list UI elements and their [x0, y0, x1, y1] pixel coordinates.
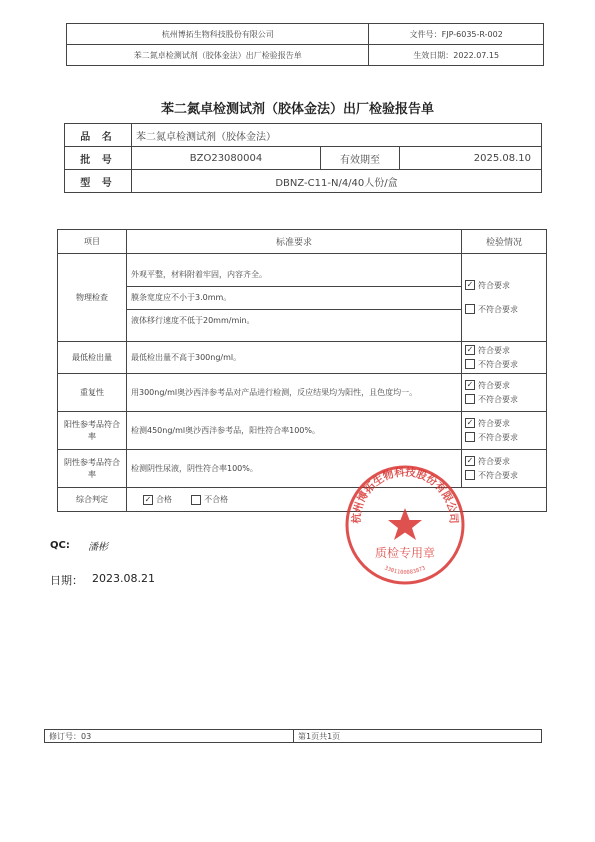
header-form-name: 苯二氮卓检测试剂（胶体金法）出厂检验报告单 [67, 45, 369, 66]
date-value: 2023.08.21 [92, 572, 155, 585]
standard-line: 外观平整，材料附着牢固，内容齐全。 [127, 264, 461, 287]
pass-option-label: 符合要求 [478, 280, 510, 290]
date-label: 日期： [50, 574, 83, 587]
judgement-label: 综合判定 [58, 488, 127, 512]
footer-revision: 修订号：03 [45, 730, 294, 743]
document-header [66, 23, 544, 66]
judgement-pass-checkbox[interactable]: ✓ [144, 494, 152, 504]
standard-line: 膜条宽度应不小于3.0mm。 [127, 287, 461, 310]
qc-label: QC: [50, 540, 70, 551]
standard-line: 检测阴性尿液，阴性符合率100%。 [127, 450, 462, 488]
table-row [58, 450, 547, 488]
inspection-table [57, 229, 547, 512]
fail-option-label: 不符合要求 [478, 432, 518, 442]
fail-checkbox[interactable] [465, 359, 475, 369]
expiry-value: 2025.08.10 [400, 147, 542, 170]
table-row [58, 342, 547, 374]
pass-checkbox[interactable]: ✓ [466, 380, 474, 389]
fail-option-label: 不符合要求 [478, 359, 518, 369]
model-label: 型 号 [65, 170, 132, 193]
qc-signature: 潘彬 [88, 542, 108, 553]
footer-page: 第1页共1页 [294, 730, 542, 743]
product-name-value: 苯二氮卓检测试剂（胶体金法） [132, 124, 542, 147]
col-header-standard: 标准要求 [127, 230, 462, 254]
fail-checkbox[interactable] [465, 432, 475, 442]
judgement-row [58, 488, 547, 512]
pass-option-label: 符合要求 [478, 345, 510, 355]
inspection-seal-icon [342, 462, 468, 588]
seal-code-text: 3301100083873 [383, 565, 427, 576]
svg-text:3301100083873 [383, 565, 426, 576]
batch-label: 批 号 [65, 147, 132, 170]
table-row [58, 374, 547, 412]
standard-line: 液体移行速度不低于20mm/min。 [131, 315, 255, 325]
row-item: 最低检出量 [58, 342, 127, 374]
product-name-label: 品 名 [65, 124, 132, 147]
col-header-result: 检验情况 [462, 230, 547, 254]
standard-line: 检测450ng/ml奥沙西泮参考品，阳性符合率100%。 [127, 412, 462, 450]
header-company: 杭州博拓生物科技股份有限公司 [67, 24, 369, 45]
seal-company-text: 杭州博拓生物科技股份有限公司 [350, 466, 460, 524]
pass-option-label: 符合要求 [478, 456, 510, 466]
pass-checkbox[interactable]: ✓ [466, 345, 474, 354]
pass-checkbox[interactable]: ✓ [466, 456, 474, 465]
judgement-fail-label: 不合格 [204, 495, 229, 504]
row-item: 阴性参考品符合率 [58, 450, 127, 488]
fail-checkbox[interactable] [465, 394, 475, 404]
header-effective-date: 生效日期：2022.07.15 [369, 45, 544, 66]
pass-option-label: 符合要求 [478, 418, 510, 428]
batch-value: BZO23080004 [132, 147, 321, 170]
document-title: 苯二氮卓检测试剂（胶体金法）出厂检验报告单 [160, 102, 434, 117]
standard-line: 最低检出量不高于300ng/ml。 [127, 342, 462, 374]
judgement-fail-checkbox[interactable] [191, 495, 201, 505]
fail-option-label: 不符合要求 [478, 304, 518, 314]
seal-purpose-text: 质检专用章 [374, 546, 436, 560]
table-row [58, 254, 547, 342]
fail-option-label: 不符合要求 [478, 470, 518, 480]
header-doc-no: 文件号：FJP-6035-R-002 [369, 24, 544, 45]
fail-checkbox[interactable] [465, 304, 475, 314]
col-header-item: 项目 [58, 230, 127, 254]
product-info-table [64, 123, 542, 193]
expiry-label: 有效期至 [321, 147, 400, 170]
row-item: 阳性参考品符合率 [58, 412, 127, 450]
table-row [58, 412, 547, 450]
judgement-pass-label: 合格 [156, 495, 172, 504]
fail-option-label: 不符合要求 [478, 394, 518, 404]
model-value: DBNZ-C11-N/4/40人份/盒 [132, 170, 542, 193]
document-footer [44, 729, 542, 743]
pass-checkbox[interactable]: ✓ [466, 418, 474, 427]
standard-line: 用300ng/ml奥沙西泮参考品对产品进行检测，反应结果均为阳性，且色度均一。 [127, 374, 462, 412]
row-item: 重复性 [58, 374, 127, 412]
pass-checkbox[interactable]: ✓ [466, 280, 474, 289]
pass-option-label: 符合要求 [478, 380, 510, 390]
row-item: 物理检查 [58, 254, 127, 342]
